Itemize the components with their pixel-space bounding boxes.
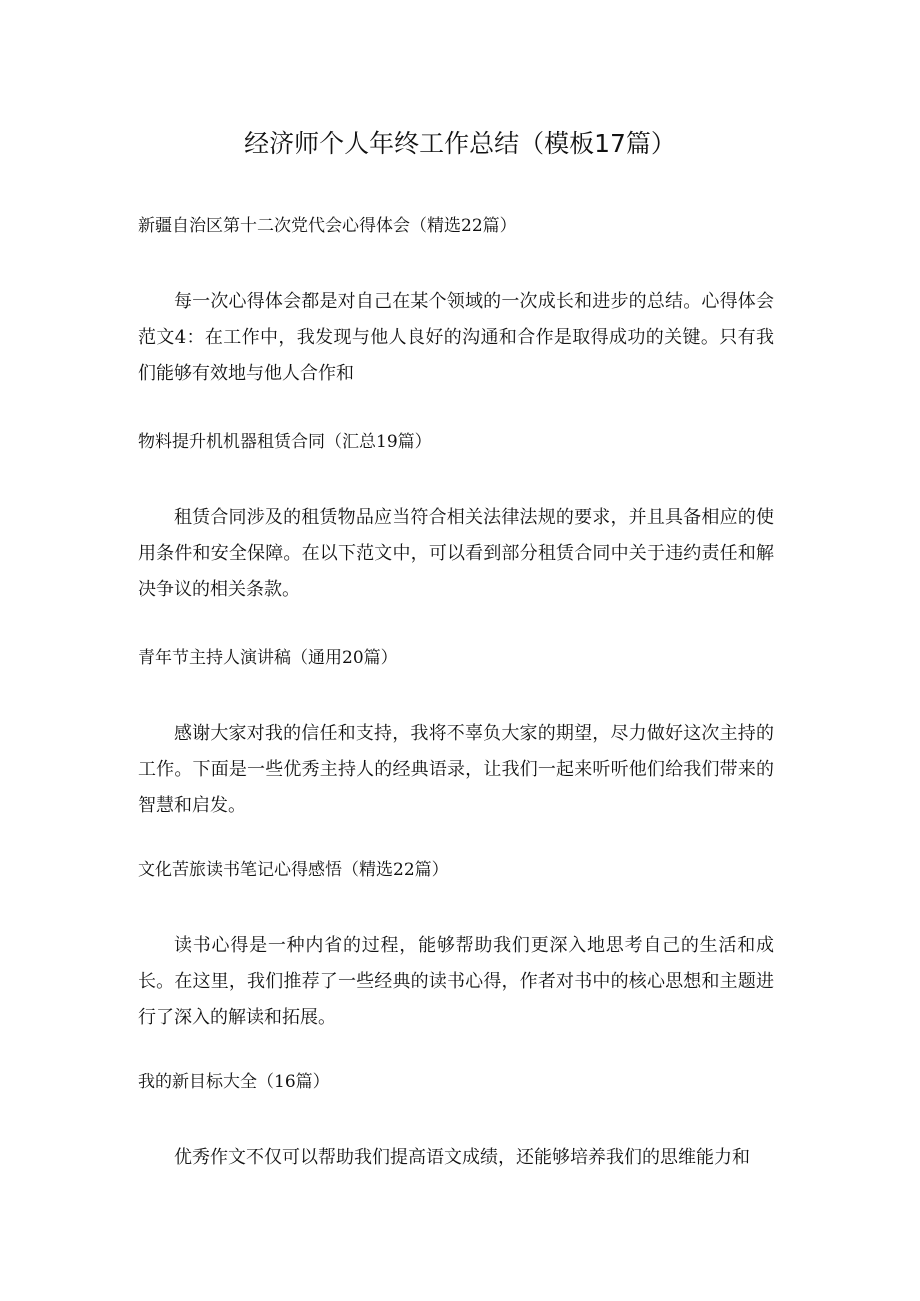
article-section: [138, 644, 774, 824]
article-section: [138, 1068, 774, 1176]
article-section: [138, 856, 774, 1036]
section-body: 感谢大家对我的信任和支持，我将不辜负大家的期望，尽力做好这次主持的工作。下面是一些优秀主持人的经典语录，让我们一起来听听他们给我们带来的智慧和启发。: [138, 723, 774, 816]
page-title: 经济师个人年终工作总结（模板17篇）: [244, 129, 676, 158]
section-heading: 物料提升机机器租赁合同（汇总19篇）: [138, 432, 432, 452]
section-body: 读书心得是一种内省的过程，能够帮助我们更深入地思考自己的生活和成长。在这里，我们推荐了一些经典的读书心得，作者对书中的核心思想和主题进行了深入的解读和拓展。: [138, 935, 774, 1028]
section-heading: 文化苦旅读书笔记心得感悟（精选22篇）: [138, 860, 449, 880]
article-section: [138, 428, 774, 608]
section-body: 租赁合同涉及的租赁物品应当符合相关法律法规的要求，并且具备相应的使用条件和安全保障。在以下范文中，可以看到部分租赁合同中关于违约责任和解决争议的相关条款。: [138, 507, 774, 600]
section-heading: 我的新目标大全（16篇）: [138, 1072, 330, 1092]
article-section: [138, 212, 774, 392]
section-body: 每一次心得体会都是对自己在某个领域的一次成长和进步的总结。心得体会范文4：在工作中，我发现与他人良好的沟通和合作是取得成功的关键。只有我们能够有效地与他人合作和: [138, 291, 774, 384]
section-heading: 新疆自治区第十二次党代会心得体会（精选22篇）: [138, 216, 517, 236]
section-body: 优秀作文不仅可以帮助我们提高语文成绩，还能够培养我们的思维能力和: [174, 1147, 750, 1168]
section-heading: 青年节主持人演讲稿（通用20篇）: [138, 648, 398, 668]
